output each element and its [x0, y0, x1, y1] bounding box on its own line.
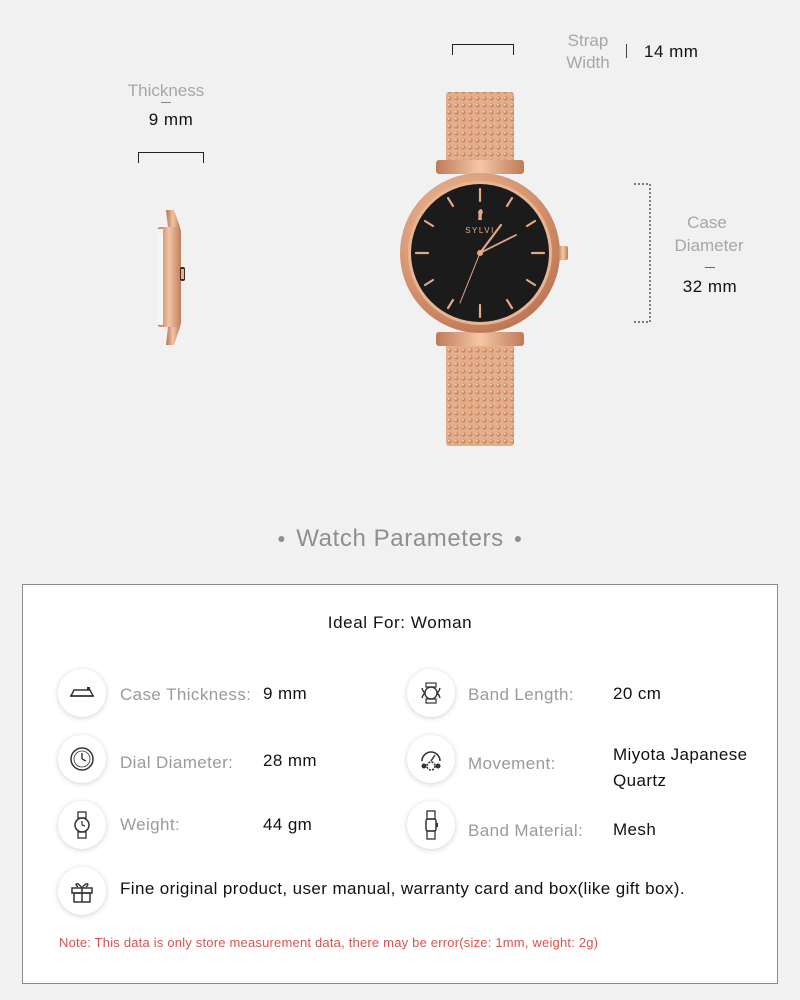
movement-icon: [407, 735, 455, 783]
case-thickness-value: 9 mm: [263, 684, 308, 703]
strap-width-bracket: [452, 44, 514, 55]
ideal-for: Ideal For: Woman: [327, 613, 473, 632]
movement-value-line1: Miyota Japanese: [613, 745, 748, 764]
thickness-dash: [161, 102, 171, 103]
strap-width-tick: [626, 44, 627, 58]
dial-diameter-value: 28 mm: [263, 751, 317, 770]
movement-label: Movement:: [468, 754, 556, 773]
measurement-note: Note: This data is only store measurement data, there may be error(size: 1mm, weight: 2g): [59, 935, 599, 950]
band-length-label: Band Length:: [468, 685, 574, 704]
thickness-value: 9 mm: [148, 110, 194, 129]
weight-icon: [58, 801, 106, 849]
section-title-text: Watch Parameters: [296, 525, 504, 552]
strap-width-label-1: Strap: [567, 31, 609, 50]
dial-diameter-label: Dial Diameter:: [120, 753, 234, 772]
watch-side-view: [150, 205, 190, 350]
band-material-icon: [407, 801, 455, 849]
case-diameter-dash: [705, 267, 715, 268]
case-diameter-bracket: [632, 182, 654, 324]
case-thickness-label: Case Thickness:: [120, 685, 252, 704]
weight-label: Weight:: [120, 815, 181, 834]
case-diameter-value: 32 mm: [682, 277, 738, 296]
thickness-label: Thickness: [127, 81, 205, 100]
band-length-icon: [407, 669, 455, 717]
movement-value-line2: Quartz: [613, 771, 667, 790]
case-thickness-icon: [58, 669, 106, 717]
bullet-left: ●: [277, 529, 287, 546]
case-diameter-label-2: Diameter: [674, 236, 744, 255]
strap-width-label-2: Width: [566, 53, 610, 72]
band-material-label: Band Material:: [468, 821, 584, 840]
band-length-value: 20 cm: [613, 684, 662, 703]
weight-value: 44 gm: [263, 815, 313, 834]
gift-box-icon: [58, 867, 106, 915]
band-material-value: Mesh: [613, 820, 657, 839]
dial-diameter-icon: [58, 735, 106, 783]
section-title: [0, 525, 800, 553]
case-diameter-label-1: Case: [687, 213, 727, 232]
package-contents: Fine original product, user manual, warranty card and box(like gift box).: [120, 879, 685, 898]
strap-width-value: 14 mm: [644, 42, 699, 61]
watch-front-view: [390, 88, 580, 450]
thickness-bracket: [138, 152, 204, 163]
spec-card: [22, 584, 778, 984]
bullet-right: ●: [513, 529, 523, 546]
watch-brand: SYLVI: [465, 226, 495, 235]
